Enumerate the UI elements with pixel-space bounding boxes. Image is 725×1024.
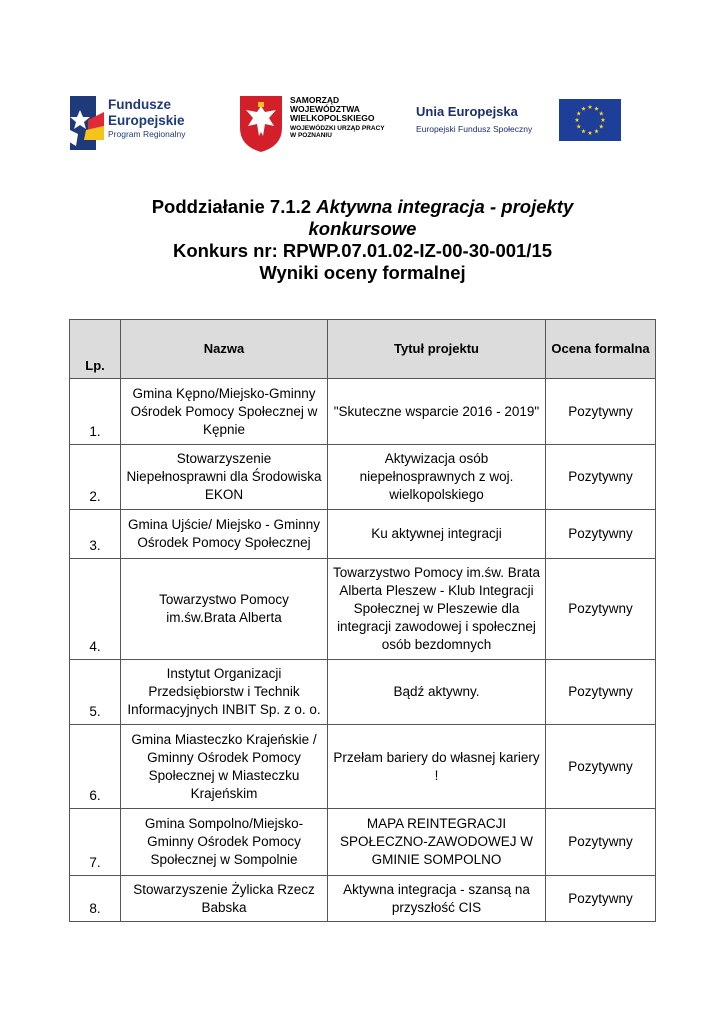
- fundusze-europejskie-logo: [66, 96, 201, 150]
- row-rating: Pozytywny: [546, 809, 656, 876]
- row-title: Bądź aktywny.: [328, 660, 546, 725]
- fe-emblem-icon: [66, 96, 104, 150]
- results-table: [69, 319, 656, 922]
- table-row: [70, 809, 656, 876]
- row-lp: 8.: [70, 876, 121, 922]
- header-lp: Lp.: [70, 320, 121, 379]
- row-title: Towarzystwo Pomocy im.św. Brata Alberta Pleszew - Klub Integracji Społecznej w Pleszewie dla integracji zawodowej i społecznej osób bezdomnych: [328, 559, 546, 660]
- row-lp: 2.: [70, 445, 121, 510]
- samorzad-logo: [238, 92, 408, 156]
- table-body: [70, 379, 656, 922]
- heading-italic-1: Aktywna integracja - projekty: [316, 196, 574, 217]
- row-lp: 6.: [70, 725, 121, 809]
- table-row: [70, 445, 656, 510]
- table-header-row: [70, 320, 656, 379]
- fe-line-2: Europejskie: [108, 112, 185, 128]
- sw-line-2: WIELKOPOLSKIEGO: [290, 112, 375, 123]
- header-title: Tytuł projektu: [328, 320, 546, 379]
- results-title: Wyniki oceny formalnej: [259, 262, 466, 283]
- fe-line-3: Program Regionalny: [108, 129, 186, 139]
- heading-prefix: Poddziałanie 7.1.2: [151, 196, 317, 217]
- header-rating: Ocena formalna: [546, 320, 656, 379]
- row-rating: Pozytywny: [546, 660, 656, 725]
- row-rating: Pozytywny: [546, 379, 656, 445]
- table-row: [70, 876, 656, 922]
- row-rating: Pozytywny: [546, 445, 656, 510]
- contest-number: Konkurs nr: RPWP.07.01.02-IZ-00-30-001/15: [172, 240, 553, 261]
- row-title: "Skuteczne wsparcie 2016 - 2019": [328, 379, 546, 445]
- row-name: Gmina Kępno/Miejsko-Gminny Ośrodek Pomocy Społecznej w Kępnie: [121, 379, 328, 445]
- sw-line-3: WOJEWÓDZKI URZĄD PRACY: [290, 124, 385, 132]
- row-title: MAPA REINTEGRACJI SPOŁECZNO-ZAWODOWEJ W GMINIE SOMPOLNO: [328, 809, 546, 876]
- row-name: Gmina Ujście/ Miejsko - Gminny Ośrodek Pomocy Społecznej: [121, 510, 328, 559]
- sw-line-1: SAMORZĄD WOJEWÓDZTWA: [290, 95, 360, 114]
- row-name: Towarzystwo Pomocy im.św.Brata Alberta: [121, 559, 328, 660]
- row-title: Przełam bariery do własnej kariery !: [328, 725, 546, 809]
- table-row: [70, 725, 656, 809]
- sw-line-4: W POZNANIU: [290, 131, 332, 139]
- table-row: [70, 510, 656, 559]
- fe-line-1: Fundusze: [108, 97, 171, 112]
- row-title: Aktywna integracja - szansą na przyszłość CIS: [328, 876, 546, 922]
- row-name: Stowarzyszenie Niepełnosprawni dla Środowiska EKON: [121, 445, 328, 510]
- row-lp: 3.: [70, 510, 121, 559]
- row-rating: Pozytywny: [546, 510, 656, 559]
- row-rating: Pozytywny: [546, 725, 656, 809]
- row-title: Aktywizacja osób niepełnosprawnych z woj. wielkopolskiego: [328, 445, 546, 510]
- ue-title: Unia Europejska: [416, 104, 518, 119]
- row-lp: 7.: [70, 809, 121, 876]
- row-rating: Pozytywny: [546, 876, 656, 922]
- table-row: [70, 660, 656, 725]
- row-lp: 5.: [70, 660, 121, 725]
- heading-italic-2: konkursowe: [308, 218, 417, 239]
- eagle-shield-icon: [238, 94, 284, 154]
- row-name: Instytut Organizacji Przedsiębiorstw i Technik Informacyjnych INBIT Sp. z o. o.: [121, 660, 328, 725]
- heading-line-2: [70, 218, 655, 240]
- unia-europejska-logo: [416, 98, 621, 144]
- row-rating: Pozytywny: [546, 559, 656, 660]
- eu-flag-icon: [559, 99, 621, 141]
- row-lp: 1.: [70, 379, 121, 445]
- header-logos: [66, 92, 666, 156]
- row-name: Gmina Sompolno/Miejsko-Gminny Ośrodek Pomocy Społecznej w Sompolnie: [121, 809, 328, 876]
- table-row: [70, 379, 656, 445]
- header-name: Nazwa: [121, 320, 328, 379]
- table-row: [70, 559, 656, 660]
- heading-line-1: [70, 196, 655, 218]
- ue-subtitle: Europejski Fundusz Społeczny: [416, 124, 533, 134]
- document-heading: [70, 196, 655, 284]
- row-lp: 4.: [70, 559, 121, 660]
- row-name: Stowarzyszenie Żylicka Rzecz Babska: [121, 876, 328, 922]
- row-name: Gmina Miasteczko Krajeńskie / Gminny Ośrodek Pomocy Społecznej w Miasteczku Krajeńskim: [121, 725, 328, 809]
- row-title: Ku aktywnej integracji: [328, 510, 546, 559]
